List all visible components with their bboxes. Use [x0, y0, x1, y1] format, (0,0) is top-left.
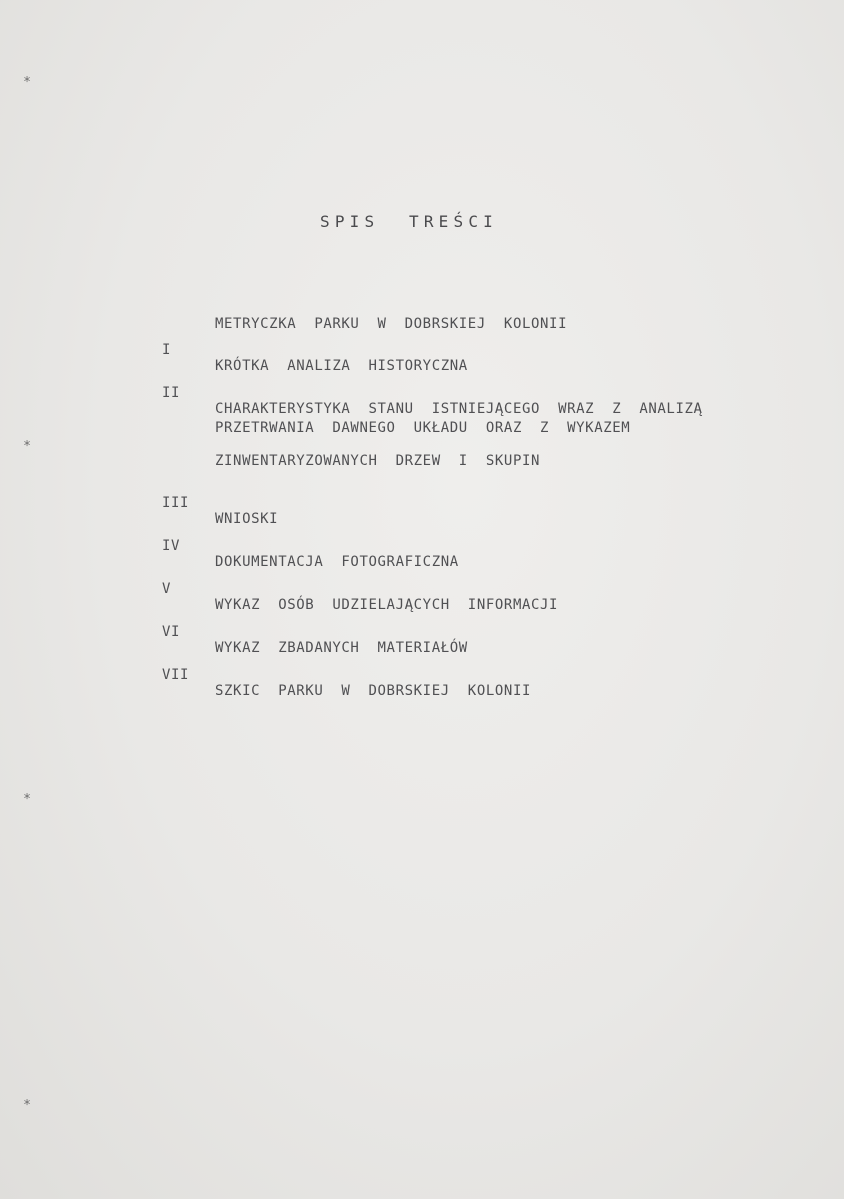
page-title: SPIS TREŚCI [320, 212, 498, 231]
toc-entry-title: CHARAKTERYSTYKA STANU ISTNIEJĄCEGO WRAZ Z ANALIZĄ [215, 401, 703, 417]
toc-entry-title: WNIOSKI [215, 511, 279, 527]
toc-entry-number: VII [162, 667, 190, 683]
toc-entry-number: I [162, 342, 172, 358]
toc-entry-title: SZKIC PARKU W DOBRSKIEJ KOLONII [215, 683, 532, 699]
toc-entry-2-continuation [0, 437, 541, 485]
toc-entry-title: METRYCZKA PARKU W DOBRSKIEJ KOLONII [215, 316, 568, 332]
punch-mark-3: * [23, 792, 31, 807]
toc-entry-number: II [162, 385, 181, 401]
toc-entry-title-line-3: ZINWENTARYZOWANYCH DRZEW I SKUPIN [215, 453, 541, 469]
toc-entry-number: III [162, 495, 190, 511]
toc-entry-title: KRÓTKA ANALIZA HISTORYCZNA [215, 358, 468, 374]
toc-entry-7 [0, 651, 532, 715]
toc-entry-title: DOKUMENTACJA FOTOGRAFICZNA [215, 554, 459, 570]
toc-entry-number: V [162, 581, 172, 597]
punch-mark-1: * [23, 75, 31, 90]
toc-entry-title: WYKAZ OSÓB UDZIELAJĄCYCH INFORMACJI [215, 597, 559, 613]
toc-entry-number: IV [162, 538, 181, 554]
toc-entry-title: WYKAZ ZBADANYCH MATERIAŁÓW [215, 640, 468, 656]
toc-entry-number: VI [162, 624, 181, 640]
punch-mark-4: * [23, 1098, 31, 1113]
punch-mark-2: * [23, 439, 31, 454]
toc-entry-title-line-2: PRZETRWANIA DAWNEGO UKŁADU ORAZ Z WYKAZEM [215, 420, 631, 436]
